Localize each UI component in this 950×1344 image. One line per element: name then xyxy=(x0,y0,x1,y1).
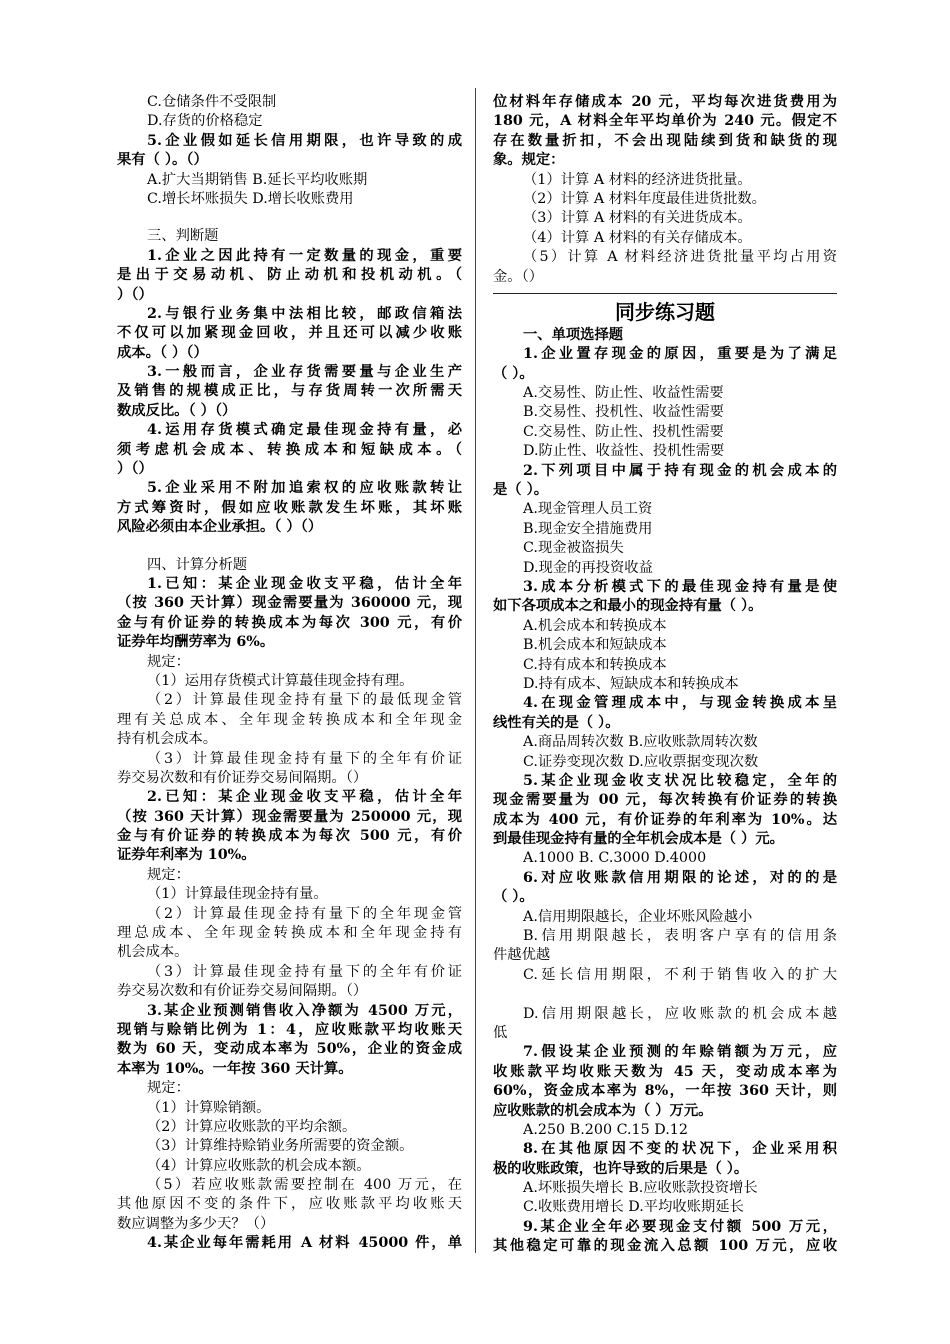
right-bottom-text-line: 现金需要量为 00 元，每次转换有价证券的转换 xyxy=(493,792,837,809)
right-top-text-line: （1）计算 A 材料的经济进货批量。 xyxy=(523,171,752,188)
right-top-text-line: （2）计算 A 材料年度最佳进货批数。 xyxy=(523,190,766,207)
right-bottom-text-line: （ ）。 xyxy=(493,889,534,906)
left-text-line: 持有机会成本。 xyxy=(117,731,218,748)
left-text-line: （按 360 天计算）现金需要量为 360000 元，现 xyxy=(117,595,462,612)
left-text-line: 果有（ ）。（） xyxy=(117,152,208,169)
left-text-line: 规定： xyxy=(147,1080,190,1097)
right-bottom-text-line: A.机会成本和转换成本 xyxy=(523,617,667,634)
left-text-line: 券交易次数和有价证券交易间隔期。（） xyxy=(117,769,368,786)
left-text-line: 及销售的规模成正比，与存货周转一次所需天 xyxy=(117,383,462,400)
right-bottom-text-line: 5.某企业现金收支状况比较稳定，全年的 xyxy=(523,772,837,789)
left-text-line: D.存货的价格稳定 xyxy=(147,113,263,130)
right-bottom-text-line: A.信用期限越长，企业坏账风险越小 xyxy=(523,908,753,925)
left-text-line: 2.与银行业务集中法相比较，邮政信箱法 xyxy=(147,305,462,322)
right-top-text-line: 180 元，A 材料全年平均单价为 240 元。假定不 xyxy=(493,113,837,130)
right-bottom-text-line: 极的收账政策，也许导致的后果是（ ）。 xyxy=(493,1160,749,1177)
left-text-line: 现销与赊销比例为 1：4，应收账款平均收账天 xyxy=(117,1021,462,1038)
left-text-line: 规定： xyxy=(147,653,190,670)
right-top-text-line: 象。规定： xyxy=(493,152,565,169)
right-bottom-text-line: 是（ ）。 xyxy=(493,482,549,499)
right-top-text-line: （5）计算 A 材料经济进货批量平均占用资 xyxy=(523,249,837,266)
left-text-line: 4.运用存货模式确定最佳现金持有量，必 xyxy=(147,422,462,439)
left-text-line: （3）计算维持赊销业务所需要的资金额。 xyxy=(147,1138,414,1155)
left-text-line: （4）计算应收账款的机会成本额。 xyxy=(147,1157,371,1174)
right-bottom-text-line: 线性有关的是（ ）。 xyxy=(493,714,620,731)
left-text-line: 是出于交易动机、防止动机和投机动机。（ xyxy=(117,267,462,284)
left-text-line: 4.某企业每年需耗用 A 材料 45000 件，单 xyxy=(147,1235,462,1252)
right-column xyxy=(493,93,837,1257)
right-bottom-text-line: 到最佳现金持有量的全年机会成本是（ ）元。 xyxy=(493,831,784,848)
section-title: 同步练习题 xyxy=(615,299,715,324)
left-text-line: 方式筹资时，假如应收账款发生坏账，其坏账 xyxy=(117,499,462,516)
left-text-line: 3.某企业预测销售收入净额为 4500 万元， xyxy=(147,1002,462,1019)
right-top-text-line: 存在数量折扣，不会出现陆续到货和缺货的现 xyxy=(493,132,837,149)
right-top-text-line: （3）计算 A 材料的有关进货成本。 xyxy=(523,210,752,227)
right-bottom-text-line: D.现金的再投资收益 xyxy=(523,559,653,576)
right-bottom-text-line: 如下各项成本之和最小的现金持有量（ ）。 xyxy=(493,598,763,615)
left-text-line: 数成反比。（ ）（） xyxy=(117,402,237,419)
right-bottom-text-line: 3.成本分析模式下的最佳现金持有量是使 xyxy=(523,578,837,595)
right-bottom-text-line: 低 xyxy=(493,1024,508,1041)
right-bottom-text-line: （ ）。 xyxy=(493,365,534,382)
right-bottom-text-line: A.250 B.200 C.15 D.12 xyxy=(523,1121,688,1138)
left-text-line xyxy=(117,209,462,227)
right-bottom-text-line: C.现金被盗损失 xyxy=(523,540,624,557)
right-bottom-text xyxy=(493,326,837,1257)
right-bottom-text-line: 1.企业置存现金的原因，重要是为了满足 xyxy=(523,346,837,363)
right-bottom-text-line: C.持有成本和转换成本 xyxy=(523,656,667,673)
left-text-line: 理有关总成本、全年现金转换成本和全年现金 xyxy=(117,711,462,728)
column-divider xyxy=(475,88,476,1253)
left-text-line: 2.已知：某企业现金收支平稳，估计全年 xyxy=(147,789,462,806)
right-top-text xyxy=(493,93,837,287)
right-bottom-text-line: C.证券变现次数 D.应收票据变现次数 xyxy=(523,753,759,770)
left-text-line: 须考虑机会成本、转换成本和短缺成本。（ xyxy=(117,441,462,458)
left-text-line: 四、计算分析题 xyxy=(147,556,248,573)
right-bottom-text-line: 8.在其他原因不变的状况下，企业采用积 xyxy=(523,1141,837,1158)
right-bottom-text-line: D.防止性、收益性、投机性需要 xyxy=(523,443,725,460)
right-bottom-text-line: 收账款平均收账天数为 45 天，变动成本率为 xyxy=(493,1063,837,1080)
right-bottom-text-line: 应收账款的机会成本为（ ）万元。 xyxy=(493,1102,713,1119)
right-bottom-text-line: A.坏账损失增长 B.应收账款投资增长 xyxy=(523,1180,758,1197)
left-text-line: （5）若应收账款需要控制在 400 万元，在 xyxy=(147,1177,462,1194)
left-text-line: （3）计算最佳现金持有量下的全年有价证 xyxy=(147,963,462,980)
right-bottom-text-line: 9.某企业全年必要现金支付额 500 万元， xyxy=(523,1218,837,1235)
left-text-line: 数为 60 天，变动成本率为 50%，企业的资金成 xyxy=(117,1041,462,1058)
left-text-line: （2）计算最佳现金持有量下的全年现金管 xyxy=(147,905,462,922)
right-bottom-text-line: A.现金管理人员工资 xyxy=(523,501,653,518)
left-text-line xyxy=(117,538,462,556)
right-bottom-text-line: 6.对应收账款信用期限的论述，对的的是 xyxy=(523,869,837,886)
right-bottom-text-line: A.交易性、防止性、收益性需要 xyxy=(523,385,724,402)
right-top-text-line: 金。（） xyxy=(493,268,544,285)
left-text-line: 风险必须由本企业承担。（ ）（） xyxy=(117,519,323,536)
right-bottom-text-line: B.机会成本和短缺成本 xyxy=(523,637,667,654)
right-bottom-text-line: B.现金安全措施费用 xyxy=(523,520,653,537)
left-text-line: 数应调整为多少天？（） xyxy=(117,1215,275,1232)
right-top-text-line: （4）计算 A 材料的有关存储成本。 xyxy=(523,229,752,246)
right-bottom-text-line: D.信用期限越长，应收账款的机会成本越 xyxy=(523,1005,837,1022)
right-bottom-text-line xyxy=(493,985,837,1004)
left-text-line: 5.企业采用不附加追索权的应收账款转让 xyxy=(147,480,462,497)
right-bottom-text-line: A.商品周转次数 B.应收账款周转次数 xyxy=(523,734,758,751)
left-text-line: 规定： xyxy=(147,866,190,883)
right-top-text-line: 位材料年存储成本 20 元，平均每次进货费用为 xyxy=(493,94,837,110)
left-text-line: （3）计算最佳现金持有量下的全年有价证 xyxy=(147,750,462,767)
section-rule xyxy=(493,293,837,294)
right-bottom-text-line: 件越优越 xyxy=(493,947,551,964)
left-text-line: C.增长坏账损失 D.增长收账费用 xyxy=(147,190,354,207)
left-text-line: 本率为 10%。一年按 360 天计算。 xyxy=(117,1060,353,1077)
left-text-line: C.仓储条件不受限制 xyxy=(147,94,277,110)
left-column xyxy=(117,93,462,1254)
left-text-line: （1）运用存货模式计算蕞佳现金持有理。 xyxy=(147,672,414,689)
left-text-line: （2）计算最佳现金持有量下的最低现金管 xyxy=(147,692,462,709)
left-text-line: 三、判断题 xyxy=(147,228,219,245)
right-bottom-text-line: D.持有成本、短缺成本和转换成本 xyxy=(523,675,739,692)
left-text-line: A.扩大当期销售 B.延长平均收账期 xyxy=(147,171,368,188)
left-text-line: 证券年均酬劳率为 6%。 xyxy=(117,634,275,651)
right-bottom-text-line: 4.在现金管理成本中，与现金转换成本呈 xyxy=(523,695,837,712)
right-bottom-text-line: B.信用期限越长，表明客户享有的信用条 xyxy=(523,928,837,945)
left-text-line: 理总成本、全年现金转换成本和全年现金持有 xyxy=(117,925,462,942)
left-text-line: 金与有价证券的转换成本为每次 300 元，有价 xyxy=(117,614,462,631)
left-text-line: ）（） xyxy=(117,461,153,478)
left-text-line: 5.企业假如延长信用期限，也许导致的成 xyxy=(147,132,462,149)
right-bottom-text-line: 60%，资金成本率为 8%，一年按 360 天计，则 xyxy=(493,1083,837,1100)
right-bottom-text-line: 其他稳定可靠的现金流入总额 100 万元，应收 xyxy=(493,1238,837,1255)
right-bottom-text-line: C.收账费用增长 D.平均收账期延长 xyxy=(523,1199,744,1216)
right-bottom-text-line: C.延长信用期限，不利于销售收入的扩大 xyxy=(523,966,837,983)
left-text-line: 证券年利率为 10%。 xyxy=(117,847,256,864)
right-bottom-text-line: C.交易性、防止性、投机性需要 xyxy=(523,423,724,440)
left-text-line: （1）计算最佳现金持有量。 xyxy=(147,886,328,903)
left-text-line: 机会成本。 xyxy=(117,944,189,961)
right-bottom-text-line: 成本为 400 元，有价证券的年利率为 10%。达 xyxy=(493,811,837,828)
left-text-line: 1.企业之因此持有一定数量的现金，重要 xyxy=(147,247,462,264)
left-text-line: （按 360 天计算）现金需要量为 250000 元，现 xyxy=(117,808,462,825)
left-text-line: 成本。（ ）（） xyxy=(117,344,208,361)
left-text-line: 其他原因不变的条件下，应收账款平均收账天 xyxy=(117,1196,462,1213)
left-text-line: ）（） xyxy=(117,286,153,303)
right-bottom-text-line: 一、单项选择题 xyxy=(523,326,624,343)
left-text-line: 金与有价证券的转换成本为每次 500 元，有价 xyxy=(117,828,462,845)
right-bottom-text-line: 2.下列项目中属于持有现金的机会成本的 xyxy=(523,462,837,479)
left-text-line: （1）计算赊销额。 xyxy=(147,1099,271,1116)
right-bottom-text-line: A.1000 B. C.3000 D.4000 xyxy=(523,850,707,867)
right-bottom-text-line: 7.假设某企业预测的年赊销额为万元，应 xyxy=(523,1044,837,1061)
left-text-line: （2）计算应收账款的平均余额。 xyxy=(147,1118,357,1135)
left-text-line: 1.已知：某企业现金收支平稳，估计全年 xyxy=(147,575,462,592)
right-bottom-text-line: B.交易性、投机性、收益性需要 xyxy=(523,404,724,421)
left-text-line: 券交易次数和有价证券交易间隔期。（） xyxy=(117,983,368,1000)
left-text-line: 3.一般而言，企业存货需要量与企业生产 xyxy=(147,364,462,381)
left-text-line: 不仅可以加紧现金回收，并且还可以减少收账 xyxy=(117,325,462,342)
